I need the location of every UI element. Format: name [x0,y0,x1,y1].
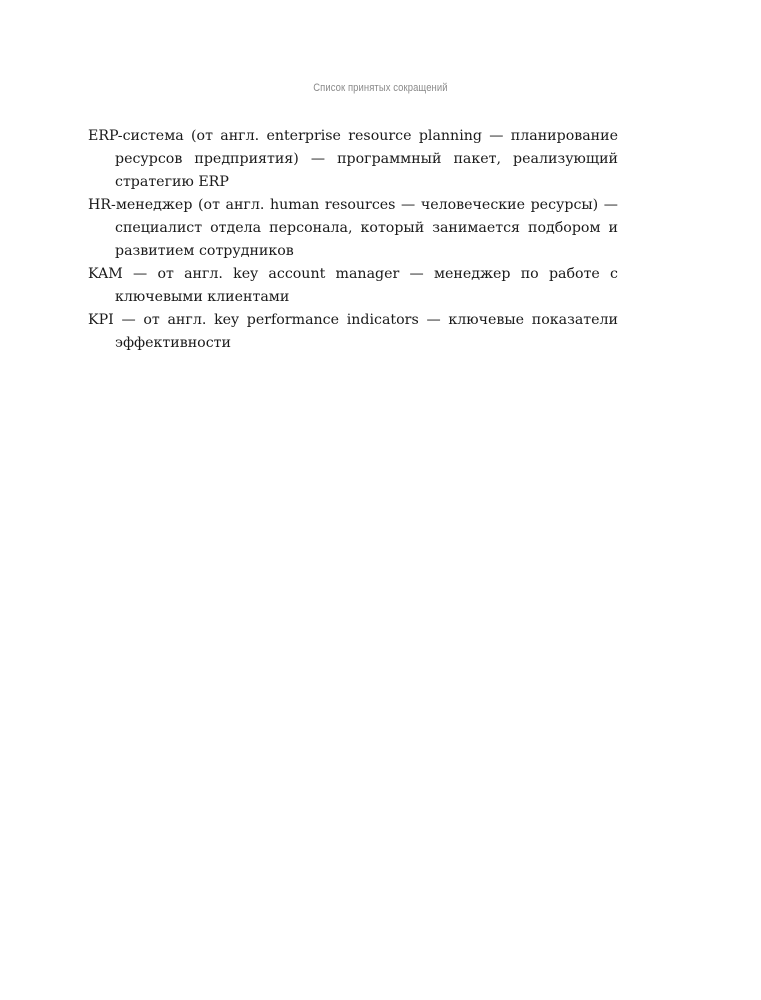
abbreviation-entry-hr: HR-менеджер (от англ. human resources — человеческие ресурсы) — специалист отдела персонала, который занимается подбором и развитием сотрудников [88,197,618,259]
abbreviation-list [88,125,618,355]
abbreviation-entry-erp: ERP-система (от англ. enterprise resource planning — планирование ресурсов предприятия) — программный пакет, реализующий стратегию ERP [88,128,618,190]
abbreviation-entry-kpi: KPI — от англ. key performance indicators — ключевые показатели эффективности [88,312,618,351]
running-head: Список принятых сокращений [313,82,448,94]
abbreviation-entry-kam: KAM — от англ. key account manager — менеджер по работе с ключевыми клиентами [88,266,618,305]
